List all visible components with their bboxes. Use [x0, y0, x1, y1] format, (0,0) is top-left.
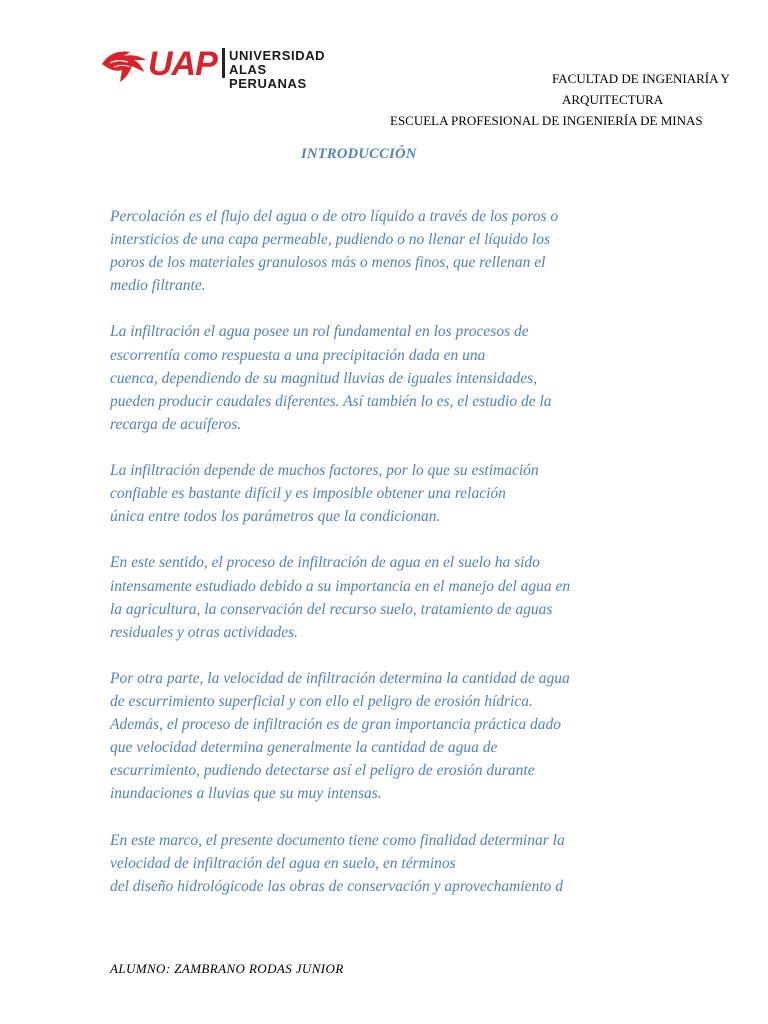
paragraph-line: En este sentido, el proceso de infiltración de agua en el suelo ha sido: [110, 554, 540, 572]
paragraph-line: la agricultura, la conservación del recurso suelo, tratamiento de aguas: [110, 600, 553, 618]
paragraph-line: Por otra parte, la velocidad de infiltración determina la cantidad de agua: [110, 669, 570, 687]
paragraph-line: intersticios de una capa permeable, pudiendo o no llenar el líquido los: [110, 231, 550, 249]
university-logo: [100, 44, 345, 91]
paragraph-line: confiable es bastante difícil y es imposible obtener una relación: [110, 485, 506, 503]
paragraph-line: escorrentía como respuesta a una precipitación dada en una: [110, 346, 486, 364]
paragraph: [110, 205, 625, 297]
paragraph-line: La infiltración el agua posee un rol fundamental en los procesos de: [110, 323, 529, 341]
winged-eagle-icon: [100, 44, 148, 84]
paragraph-line: residuales y otras actividades.: [110, 623, 298, 641]
logo-name-line2: ALAS PERUANAS: [229, 62, 307, 91]
paragraph-line: que velocidad determina generalmente la cantidad de agua de: [110, 739, 498, 757]
paragraph-line: intensamente estudiado debido a su importancia en el manejo del agua en: [110, 577, 571, 595]
paragraph-line: de escurrimiento superficial y con ello el peligro de erosión hídrica.: [110, 692, 533, 710]
logo-name-line1: UNIVERSIDAD: [229, 48, 326, 63]
paragraph-line: poros de los materiales granulosos más o menos finos, que rellenan el: [110, 254, 546, 272]
paragraph: [110, 667, 625, 806]
section-title: INTRODUCCIÓN: [301, 146, 417, 162]
logo-uap-text: UAP: [148, 45, 217, 83]
paragraph-line: Percolación es el flujo del agua o de otro líquido a través de los poros o: [110, 208, 559, 225]
paragraph-line: inundaciones a lluvias que su muy intensas.: [110, 785, 382, 803]
paragraph-line: La infiltración depende de muchos factores, por lo que su estimación: [110, 462, 539, 480]
paragraph: [110, 551, 625, 643]
paragraph: [110, 320, 625, 435]
paragraph-line: Además, el proceso de infiltración es de gran importancia práctica dado: [110, 716, 562, 734]
paragraph-line: pueden producir caudales diferentes. Así también lo es, el estudio de la: [110, 392, 552, 410]
paragraph-line: cuenca, dependiendo de su magnitud lluvias de iguales intensidades,: [110, 369, 538, 387]
logo-divider: [222, 48, 225, 78]
document-body: [110, 205, 625, 921]
paragraph: [110, 459, 625, 528]
faculty-line2: ARQUITECTURA: [562, 92, 664, 107]
student-name: ALUMNO: ZAMBRANO RODAS JUNIOR: [110, 961, 344, 976]
paragraph: [110, 829, 625, 898]
school-name: ESCUELA PROFESIONAL DE INGENIERÍA DE MINAS: [390, 113, 703, 128]
paragraph-line: En este marco, el presente documento tiene como finalidad determinar la: [110, 831, 565, 849]
paragraph-line: medio filtrante.: [110, 277, 206, 295]
paragraph-line: única entre todos los parámetros que la condicionan.: [110, 508, 441, 526]
paragraph-line: recarga de acuíferos.: [110, 415, 242, 433]
paragraph-line: escurrimiento, pudiendo detectarse así el peligro de erosión durante: [110, 762, 535, 780]
paragraph-line: del diseño hidrológicode las obras de conservación y aprovechamiento d: [110, 877, 563, 895]
faculty-line1: FACULTAD DE INGENIARÍA Y: [552, 71, 730, 86]
paragraph-line: velocidad de infiltración del agua en suelo, en términos: [110, 854, 456, 872]
